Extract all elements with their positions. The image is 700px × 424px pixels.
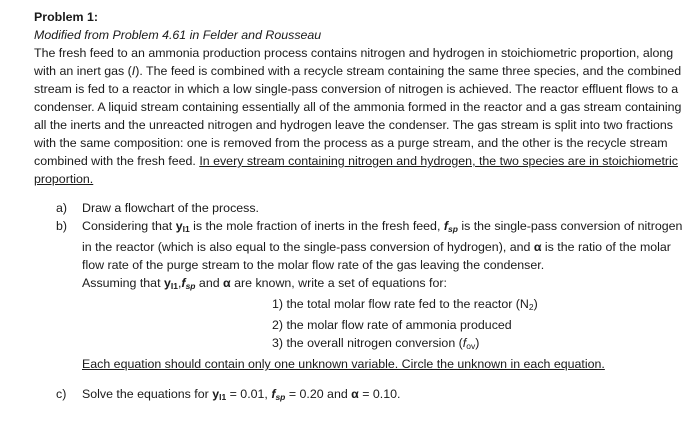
question-b-part2: is the mole fraction of inerts in the fresh feed, [189,219,444,233]
question-b-text [82,219,682,272]
question-list [34,199,690,406]
sub-item-3 [82,334,690,355]
assume-var-y-subscript: I1 [170,281,178,291]
problem-source: Modified from Problem 4.61 in Felder and Rousseau [34,28,322,42]
c-value-1: = 0.01, [226,387,272,401]
assume-var-y-symbol: y [163,276,171,290]
question-b-part4: is the ratio of the molar flow rate of the purge stream to the molar flow rate of the gas leaving the condenser. [82,240,671,272]
c-value-2: = 0.20 and [285,387,352,401]
sub-item-1 [82,295,690,316]
question-a [34,199,690,217]
question-b-part3: is the single-pass conversion of nitrogen in the reactor (which is also equal to the single-pass conversion of hydrogen), and [82,219,683,254]
c-var-f [271,387,285,401]
sub-item-1-text: 1) the total molar flow rate fed to the reactor (N [272,297,529,311]
assume-var-alpha: α [223,276,231,290]
var-y-subscript: I1 [182,224,190,234]
intro-text-continued: ). The feed is combined with a recycle stream containing the same three species, and the combined stream is fed to a reactor in which a low single-pass conversion of nitrogen is achieved. The reactor effluent flows to a condenser. A liquid stream containing essentially all of the ammonia formed in the reactor and a gas stream containing all the inerts and the unreacted nitrogen and hydrogen leave the condenser. The gas stream is split into two fractions with the same composition: one is removed from the process as a purge stream, and the other is the recycle stream combined with the fresh feed. [34,64,682,168]
c-value-3: = 0.10. [358,387,401,401]
assumption-part2: are known, write a set of equations for: [230,276,447,290]
var-y-symbol: y [175,219,183,233]
c-var-y-subscript: I1 [219,392,227,402]
c-var-y [212,387,226,401]
sub-item-1-close: ) [533,297,538,311]
sub-item-3-close: ) [475,336,480,350]
sub-item-1-subscript: 2 [528,302,534,312]
assume-var-f [181,276,195,290]
sub-item-2: 2) the molar flow rate of ammonia produced [272,318,512,332]
assume-var-f-subscript: sp [185,281,196,291]
assume-and: and [195,276,224,290]
var-f-symbol: f [443,219,448,233]
var-f-sp [444,219,458,233]
assume-var-y [164,276,178,290]
question-b [34,217,690,373]
var-y-inert [176,219,190,233]
problem-intro [34,44,690,188]
assume-var-f-symbol: f [181,276,186,290]
question-c-text [82,387,400,401]
c-var-f-symbol: f [271,387,276,401]
sub-item-3-text: 3) the overall nitrogen conversion ( [272,336,463,350]
sub-item-3-f: f [462,336,467,350]
stoichiometric-note: In every stream containing nitrogen and hydrogen, the two species are in stoichiometric proportion. [34,154,678,186]
question-b-part1: Considering that [82,219,176,233]
assumption-line [82,274,690,295]
inert-symbol: I [131,64,136,78]
assumption-part1: Assuming that [82,276,164,290]
c-var-f-subscript: sp [275,392,286,402]
c-var-alpha: α [351,387,359,401]
assume-comma: , [177,276,182,290]
question-c [34,385,690,406]
question-c-part1: Solve the equations for [82,387,213,401]
problem-title: Problem 1: [34,10,99,24]
intro-text: The fresh feed to an ammonia production process contains nitrogen and hydrogen in stoichiometric proportion, along with an inert gas ( [34,46,674,78]
sub-item-3-subscript: ov [466,341,476,351]
question-b-marker: b) [56,219,68,233]
question-c-marker: c) [56,387,67,401]
equation-instruction: Each equation should contain only one unknown variable. Circle the unknown in each equation. [82,357,605,371]
var-f-subscript: sp [447,224,458,234]
c-var-y-symbol: y [212,387,220,401]
question-a-marker: a) [56,201,68,215]
var-alpha: α [533,240,542,254]
question-a-text: Draw a flowchart of the process. [82,201,259,215]
